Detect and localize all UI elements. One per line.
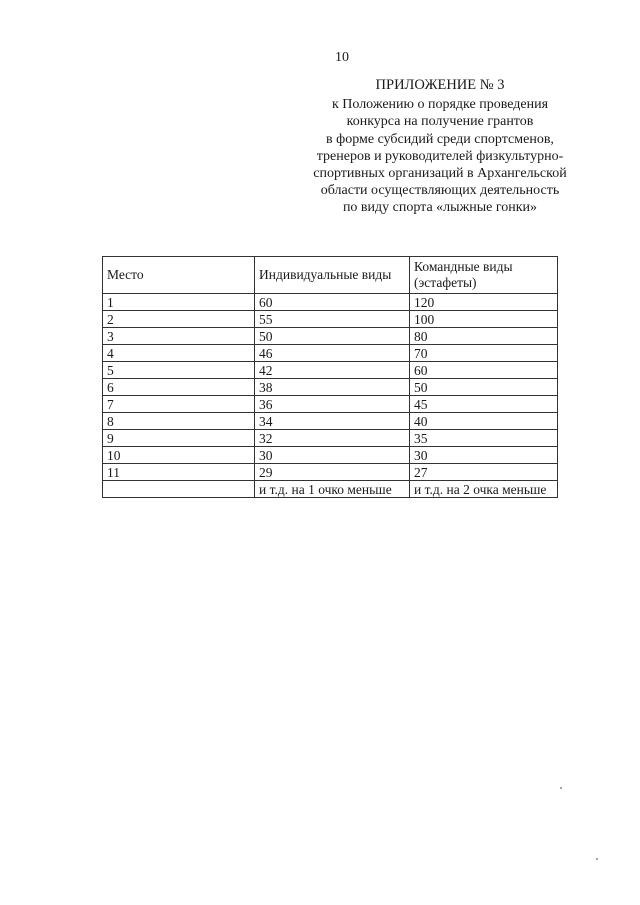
annex-line: к Положению о порядке проведения — [331, 97, 549, 113]
cell-team: и т.д. на 2 очка меньше — [410, 481, 558, 498]
points-table — [102, 256, 558, 498]
table-row — [103, 294, 558, 311]
table-row — [103, 328, 558, 345]
cell-team: 45 — [410, 396, 558, 413]
cell-individual: 36 — [255, 396, 410, 413]
annex-line: конкурса на получение грантов — [346, 114, 534, 130]
header-individual: Индивидуальные виды — [255, 257, 410, 294]
cell-individual: 50 — [255, 328, 410, 345]
table-row — [103, 396, 558, 413]
annex-line: в форме субсидий среди спортсменов, — [326, 131, 554, 147]
cell-team: 70 — [410, 345, 558, 362]
annex-line: по виду спорта «лыжные гонки» — [342, 200, 538, 216]
cell-team: 60 — [410, 362, 558, 379]
cell-team: 50 — [410, 379, 558, 396]
cell-individual: 55 — [255, 311, 410, 328]
table-row — [103, 447, 558, 464]
annex-line: спортивных организаций в Архангельской — [313, 166, 567, 182]
scan-speck — [560, 787, 562, 789]
cell-individual: 42 — [255, 362, 410, 379]
table-row — [103, 379, 558, 396]
cell-individual: 30 — [255, 447, 410, 464]
table-header-row — [103, 257, 558, 294]
cell-team: 40 — [410, 413, 558, 430]
cell-place: 5 — [103, 362, 255, 379]
cell-place: 6 — [103, 379, 255, 396]
annex-line: области осуществляющих деятельность — [320, 183, 560, 199]
cell-place: 1 — [103, 294, 255, 311]
table-row — [103, 311, 558, 328]
table-row — [103, 413, 558, 430]
cell-place — [103, 481, 255, 498]
table-row — [103, 481, 558, 498]
header-place: Место — [103, 257, 255, 294]
cell-place: 11 — [103, 464, 255, 481]
cell-individual: 34 — [255, 413, 410, 430]
table-row — [103, 362, 558, 379]
cell-place: 3 — [103, 328, 255, 345]
scan-speck — [596, 858, 598, 860]
annex-block — [300, 77, 580, 217]
cell-place: 7 — [103, 396, 255, 413]
annex-title: ПРИЛОЖЕНИЕ № 3 — [375, 77, 505, 93]
table-row — [103, 345, 558, 362]
annex-line: тренеров и руководителей физкультурно- — [316, 148, 564, 164]
cell-individual: 38 — [255, 379, 410, 396]
cell-team: 30 — [410, 447, 558, 464]
header-team: Командные виды (эстафеты) — [410, 257, 558, 294]
table-row — [103, 464, 558, 481]
cell-place: 2 — [103, 311, 255, 328]
cell-team: 27 — [410, 464, 558, 481]
cell-team: 80 — [410, 328, 558, 345]
table-row — [103, 430, 558, 447]
cell-individual: и т.д. на 1 очко меньше — [255, 481, 410, 498]
cell-individual: 29 — [255, 464, 410, 481]
cell-individual: 60 — [255, 294, 410, 311]
cell-individual: 46 — [255, 345, 410, 362]
cell-team: 120 — [410, 294, 558, 311]
cell-place: 8 — [103, 413, 255, 430]
cell-place: 9 — [103, 430, 255, 447]
cell-place: 10 — [103, 447, 255, 464]
cell-place: 4 — [103, 345, 255, 362]
cell-individual: 32 — [255, 430, 410, 447]
page-number: 10 — [335, 50, 349, 65]
cell-team: 35 — [410, 430, 558, 447]
cell-team: 100 — [410, 311, 558, 328]
